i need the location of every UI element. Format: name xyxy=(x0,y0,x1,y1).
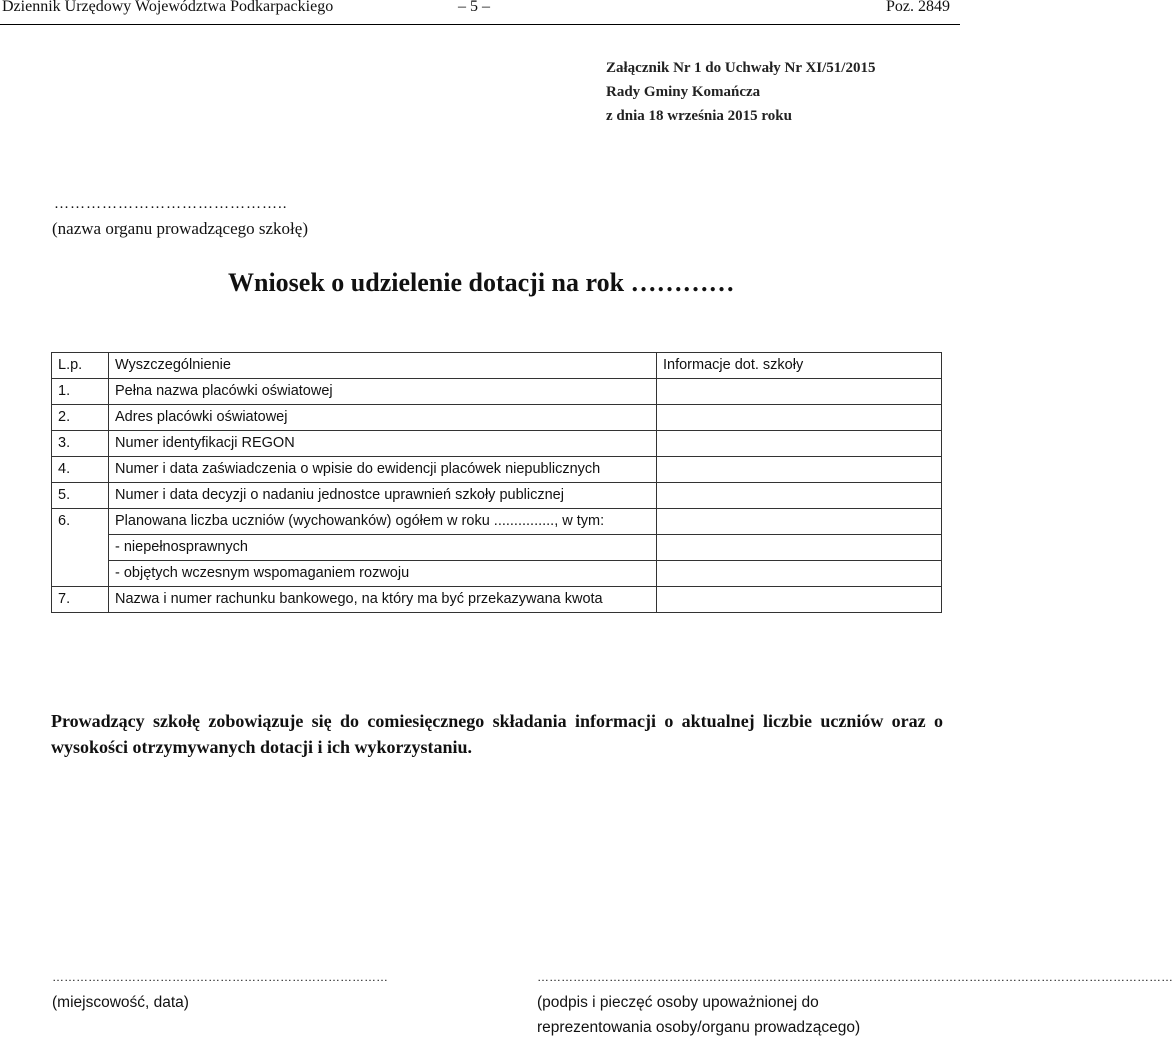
organ-name-blank: …………………………………….. xyxy=(54,196,288,212)
row-number: 2. xyxy=(52,405,109,431)
document-title: Wniosek o udzielenie dotacji na rok ………… xyxy=(228,268,735,297)
row-description: Nazwa i numer rachunku bankowego, na który ma być przekazywana kwota xyxy=(109,587,657,613)
row-info-cell[interactable] xyxy=(657,483,942,509)
table-row xyxy=(52,587,942,613)
row-description: - objętych wczesnym wspomaganiem rozwoju xyxy=(109,561,657,587)
attachment-line-3: z dnia 18 września 2015 roku xyxy=(606,108,792,124)
row-info-cell[interactable] xyxy=(657,587,942,613)
position-number: Poz. 2849 xyxy=(886,0,950,15)
row-info-cell[interactable] xyxy=(657,509,942,535)
table-row xyxy=(52,379,942,405)
place-date-label: (miejscowość, data) xyxy=(52,994,189,1011)
row-number: 1. xyxy=(52,379,109,405)
row-info-cell[interactable] xyxy=(657,535,942,561)
attachment-line-2: Rady Gminy Komańcza xyxy=(606,84,761,100)
page-number: – 5 – xyxy=(458,0,490,15)
row-number: 3. xyxy=(52,431,109,457)
table-row xyxy=(52,535,942,561)
table-row xyxy=(52,561,942,587)
page-header xyxy=(0,0,960,25)
table-row xyxy=(52,457,942,483)
row-description: Planowana liczba uczniów (wychowanków) ogółem w roku ..............., w tym: xyxy=(109,509,657,535)
table-row xyxy=(52,431,942,457)
table-row xyxy=(52,405,942,431)
application-table xyxy=(51,352,942,613)
row-description: - niepełnosprawnych xyxy=(109,535,657,561)
row-info-cell[interactable] xyxy=(657,405,942,431)
row-description: Pełna nazwa placówki oświatowej xyxy=(109,379,657,405)
row-info-cell[interactable] xyxy=(657,379,942,405)
row-info-cell[interactable] xyxy=(657,457,942,483)
table-header-row xyxy=(52,353,942,379)
row-number: 4. xyxy=(52,457,109,483)
attachment-line-1: Załącznik Nr 1 do Uchwały Nr XI/51/2015 xyxy=(606,60,876,76)
row-description: Numer i data zaświadczenia o wpisie do ewidencji placówek niepublicznych xyxy=(109,457,657,483)
obligation-statement: Prowadzący szkołę zobowiązuje się do comiesięcznego składania informacji o aktualnej liczbie uczniów oraz o wysokości otrzymywanych dotacji i ich wykorzystaniu. xyxy=(51,711,943,757)
journal-title: Dziennik Urzędowy Województwa Podkarpackiego xyxy=(2,0,334,15)
table-row xyxy=(52,509,942,535)
row-description: Adres placówki oświatowej xyxy=(109,405,657,431)
row-info-cell[interactable] xyxy=(657,561,942,587)
signature-label: (podpis i pieczęć osoby upoważnionej do reprezentowania osoby/organu prowadzącego) xyxy=(537,994,861,1036)
row-number: 5. xyxy=(52,483,109,509)
header-school-info: Informacje dot. szkoły xyxy=(657,353,942,379)
row-description: Numer identyfikacji REGON xyxy=(109,431,657,457)
header-lp: L.p. xyxy=(52,353,109,379)
row-number: 6. xyxy=(52,509,109,587)
row-description: Numer i data decyzji o nadaniu jednostce uprawnień szkoły publicznej xyxy=(109,483,657,509)
place-date-blank: ………………………………………………………………………… xyxy=(52,970,388,984)
row-info-cell[interactable] xyxy=(657,431,942,457)
header-description: Wyszczególnienie xyxy=(109,353,657,379)
attachment-note xyxy=(606,56,875,128)
table-row xyxy=(52,483,942,509)
row-number: 7. xyxy=(52,587,109,613)
signature-blank: …………………………………………………………………………………………………………………………………………… xyxy=(537,970,1173,984)
organ-name-label: (nazwa organu prowadzącego szkołę) xyxy=(52,219,308,238)
